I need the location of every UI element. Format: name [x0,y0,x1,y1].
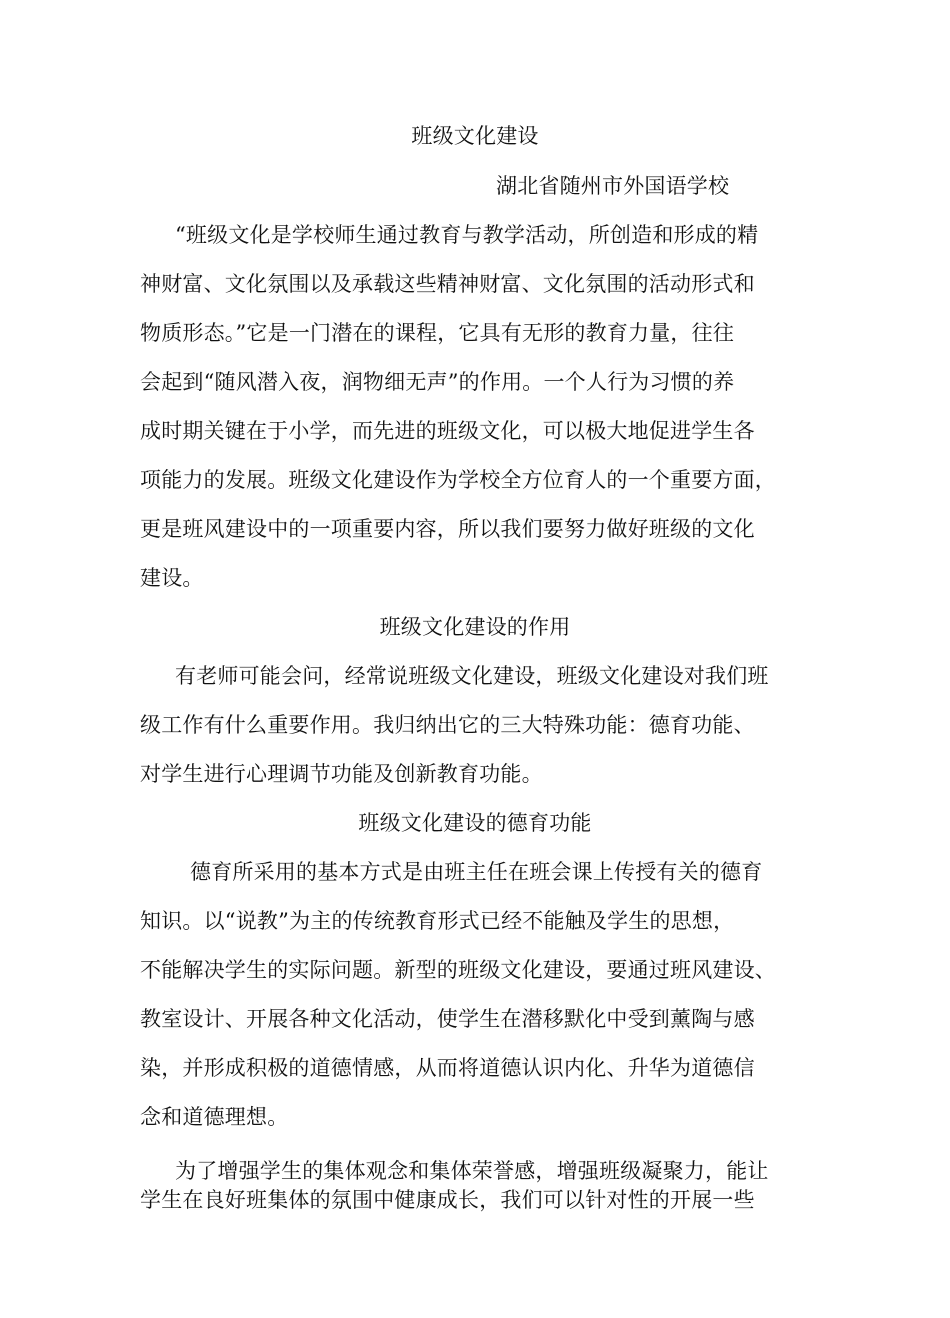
paragraph-line: 建设。 [140,566,204,590]
paragraph-line: 更是班风建设中的一项重要内容，所以我们要努力做好班级的文化 [140,517,755,541]
paragraph-line: 级工作有什么重要作用。我归纳出它的三大特殊功能：德育功能、 [140,713,755,737]
paragraph-line: “班级文化是学校师生通过教育与教学活动，所创造和形成的精 [175,223,759,247]
section-heading-role: 班级文化建设的作用 [379,615,571,639]
paragraph-line: 念和道德理想。 [140,1105,289,1129]
author-line: 湖北省随州市外国语学校 [496,174,730,198]
paragraph-line: 项能力的发展。班级文化建设作为学校全方位育人的一个重要方面， [140,468,776,492]
paragraph-line: 染，并形成积极的道德情感，从而将道德认识内化、升华为道德信 [140,1056,755,1080]
paragraph-line: 知识。以“说教”为主的传统教育形式已经不能触及学生的思想， [140,909,735,933]
document-title: 班级文化建设 [411,124,539,148]
paragraph-line: 物质形态。”它是一门潜在的课程，它具有无形的教育力量，往往 [140,321,735,345]
paragraph-line: 不能解决学生的实际问题。新型的班级文化建设，要通过班风建设、 [140,958,776,982]
paragraph-line: 教室设计、开展各种文化活动，使学生在潜移默化中受到薰陶与感 [140,1007,755,1031]
paragraph-line: 德育所采用的基本方式是由班主任在班会课上传授有关的德育 [190,860,763,884]
paragraph-line: 成时期关键在于小学，而先进的班级文化，可以极大地促进学生各 [140,419,755,443]
paragraph-line: 神财富、文化氛围以及承载这些精神财富、文化氛围的活动形式和 [140,272,755,296]
paragraph-line: 为了增强学生的集体观念和集体荣誉感，增强班级凝聚力，能让 [175,1159,769,1183]
paragraph-line: 学生在良好班集体的氛围中健康成长，我们可以针对性的开展一些 [140,1188,755,1212]
paragraph-line: 会起到“随风潜入夜，润物细无声”的作用。一个人行为习惯的养 [140,370,735,394]
section-heading-moral: 班级文化建设的德育功能 [358,811,592,835]
paragraph-line: 有老师可能会问，经常说班级文化建设，班级文化建设对我们班 [175,664,769,688]
paragraph-line: 对学生进行心理调节功能及创新教育功能。 [140,762,543,786]
